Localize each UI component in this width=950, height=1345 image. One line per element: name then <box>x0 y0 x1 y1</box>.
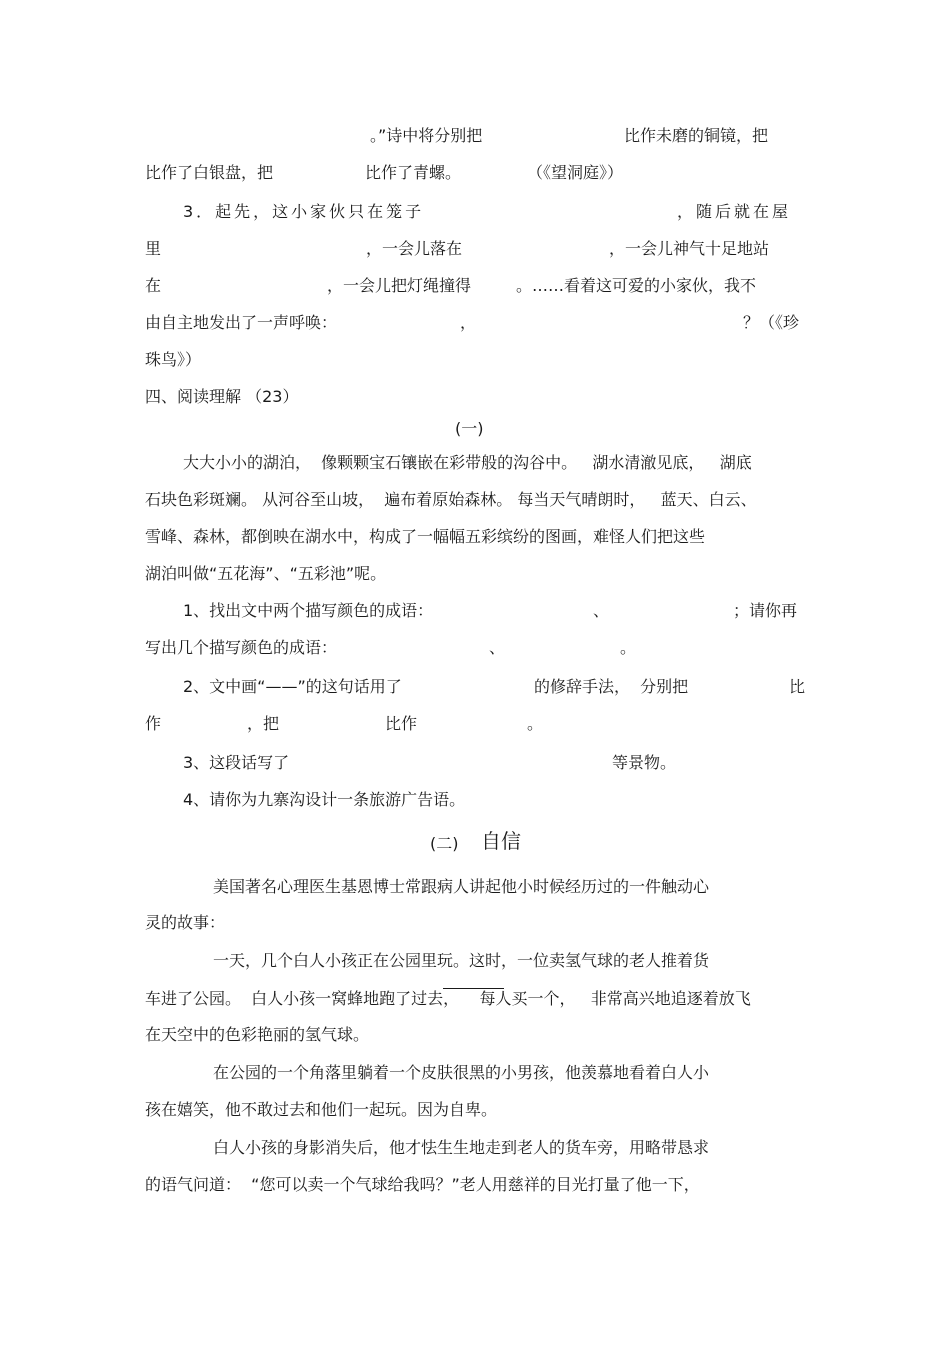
passage-line-3: 雪峰、森林，都倒映在湖水中，构成了一幅幅五彩缤纷的图画，难怪人们把这些 <box>145 527 706 546</box>
q3-line1-a: 3．起先，这小家伙只在笼子 <box>183 202 425 221</box>
sec4-q2-line2-b: ，把 <box>247 714 280 733</box>
sec4-q1-line2-a: 写出几个描写颜色的成语： <box>145 638 338 657</box>
story-line-9: 的语气问道： “您可以卖一个气球给我吗？”老人用慈祥的目光打量了他一下， <box>145 1175 700 1194</box>
q3-line5: 珠鸟》） <box>145 350 202 369</box>
poem-source: （《望洞庭》） <box>527 163 624 182</box>
sec4-q2-line1-a: 2、文中画“——”的这句话用了 <box>183 677 402 696</box>
part2-label: (二) <box>430 834 459 853</box>
sec4-q1-line1-a: 1、找出文中两个描写颜色的成语： <box>183 601 434 620</box>
passage-line-2: 石块色彩斑斓。 从河谷至山坡， 遍布着原始森林。 每当天气晴朗时， 蓝天、白云、 <box>145 490 757 509</box>
story-line-8: 白人小孩的身影消失后，他才怯生生地走到老人的货车旁，用略带恳求 <box>213 1138 710 1157</box>
part2-title: 自信 <box>481 829 521 853</box>
sec4-q4: 4、请你为九寨沟设计一条旅游广告语。 <box>183 790 466 809</box>
story-line-4: 车进了公园。 白人小孩一窝蜂地跑了过去， 每人买一个， 非常高兴地追逐着放飞 <box>145 989 751 1008</box>
story-line-7: 孩在嬉笑，他不敢过去和他们一起玩。因为自卑。 <box>145 1100 498 1119</box>
q3-line2-c: ，一会儿神气十足地站 <box>609 239 770 258</box>
poem-line1-compare: 比作未磨的铜镜，把 <box>624 126 769 145</box>
passage-line-4: 湖泊叫做“五花海”、“五彩池”呢。 <box>145 564 387 583</box>
passage-line-1: 大大小小的湖泊， 像颗颗宝石镶嵌在彩带般的沟谷中。 湖水清澈见底， 湖底 <box>183 453 752 472</box>
q3-line3-c: 。……看着这可爱的小家伙，我不 <box>516 276 757 295</box>
sec4-q2-line2-c: 比作 <box>385 714 418 733</box>
q3-line2-a: 里 <box>145 239 162 258</box>
q3-line3-b: ，一会儿把灯绳撞得 <box>327 276 472 295</box>
sec4-q2-line2-d: 。 <box>527 714 544 733</box>
story-line-3: 一天，几个白人小孩正在公园里玩。这时，一位卖氢气球的老人推着货 <box>213 951 710 970</box>
q3-line4-c: ？（《珍 <box>743 313 800 332</box>
part1-label: (一) <box>455 419 484 438</box>
q3-line3-a: 在 <box>145 276 162 295</box>
q3-line2-b: ，一会儿落在 <box>366 239 463 258</box>
story-line-6: 在公园的一个角落里躺着一个皮肤很黑的小男孩，他羡慕地看着白人小 <box>213 1063 710 1082</box>
poem-line2-b: 比作了青螺。 <box>365 163 462 182</box>
sec4-q1-line1-b: 、 <box>593 601 610 620</box>
poem-line2-a: 比作了白银盘，把 <box>145 163 274 182</box>
sec4-q3-b: 等景物。 <box>612 753 677 772</box>
q3-line4-a: 由自主地发出了一声呼唤： <box>145 313 338 332</box>
q3-line1-b: ，随后就在屋 <box>677 202 792 221</box>
sec4-q2-line1-c: 比 <box>789 677 806 696</box>
sec4-q1-line2-c: 。 <box>620 638 637 657</box>
sec4-q1-line1-c: ；请你再 <box>733 601 798 620</box>
poem-line1-quote-end: 。”诗中将分别把 <box>370 126 483 145</box>
sec4-q2-line1-b: 的修辞手法， 分别把 <box>534 677 689 696</box>
sec4-q3-a: 3、这段话写了 <box>183 753 290 772</box>
story-line-2: 灵的故事： <box>145 913 226 932</box>
q3-line4-b: ， <box>460 313 477 332</box>
section4-title: 四、阅读理解 （23） <box>145 387 299 406</box>
underline-mark <box>443 988 504 989</box>
story-line-5: 在天空中的色彩艳丽的氢气球。 <box>145 1025 370 1044</box>
sec4-q1-line2-b: 、 <box>489 638 506 657</box>
story-line-1: 美国著名心理医生基恩博士常跟病人讲起他小时候经历过的一件触动心 <box>213 877 710 896</box>
sec4-q2-line2-a: 作 <box>145 714 162 733</box>
